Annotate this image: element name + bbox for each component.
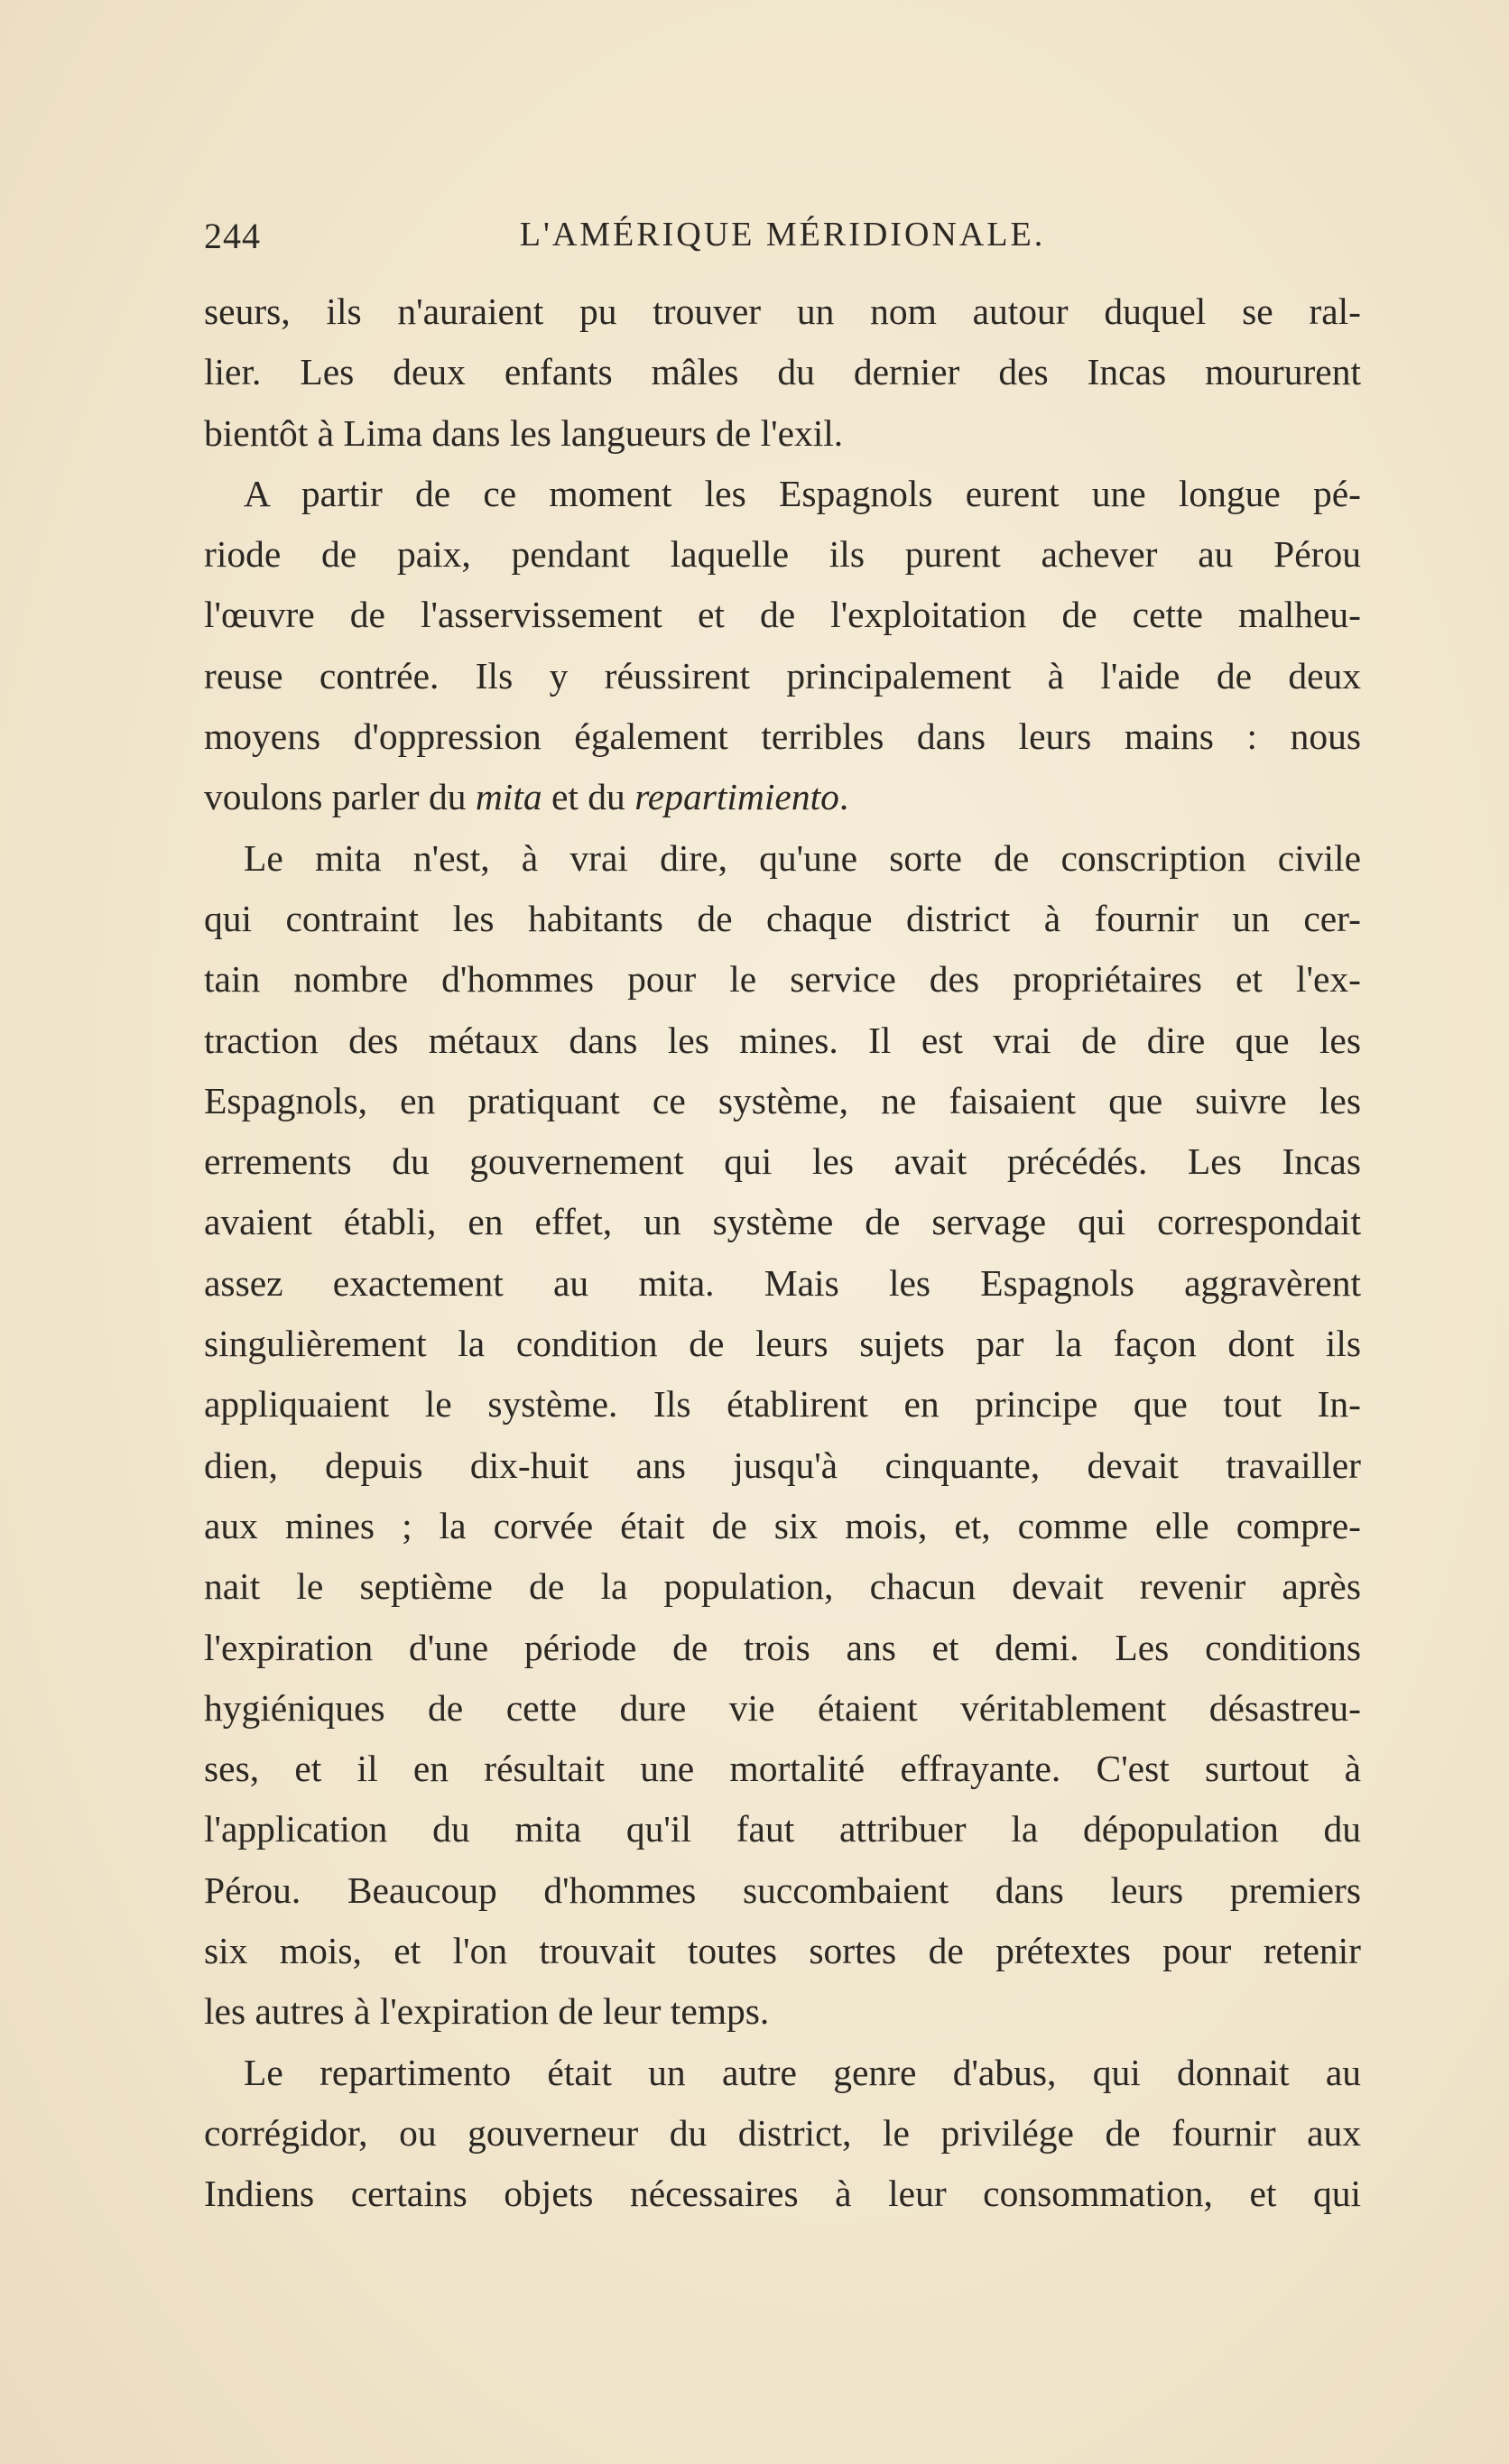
line-text: Le repartimento était un autre genre d'abus, qui donnait au [244, 2051, 1361, 2093]
text-line [204, 585, 1361, 645]
text-line [204, 1860, 1361, 1921]
line-text: l'application du mita qu'il faut attribuer la dépopulation du [204, 1808, 1361, 1850]
text-line [204, 889, 1361, 949]
line-text: assez exactement au mita. Mais les Espagnols aggravèrent [204, 1261, 1361, 1304]
text-line [204, 1435, 1361, 1496]
line-text: reuse contrée. Ils y réussirent principalement à l'aide de deux [204, 654, 1361, 697]
text-line [204, 949, 1361, 1010]
text-line [204, 2043, 1361, 2103]
line-text: moyens d'oppression également terribles dans leurs mains : nous [204, 715, 1361, 758]
text-line [204, 1496, 1361, 1556]
text-line [204, 828, 1361, 889]
line-text: hygiéniques de cette dure vie étaient véritablement désastreu- [204, 1686, 1361, 1729]
text-line [204, 1739, 1361, 1799]
text-line [204, 1799, 1361, 1860]
body-text [204, 281, 1361, 2225]
line-text: errements du gouvernement qui les avait précédés. Les Incas [204, 1140, 1361, 1183]
line-text: corrégidor, ou gouverneur du district, le privilége de fournir aux [204, 2111, 1361, 2154]
text-line [204, 646, 1361, 706]
line-text: traction des métaux dans les mines. Il est vrai de dire que les [204, 1019, 1361, 1061]
line-text: singulièrement la condition de leurs sujets par la façon dont ils [204, 1323, 1361, 1365]
text-line [204, 1556, 1361, 1617]
text-line [204, 403, 1361, 464]
text-line [204, 1253, 1361, 1314]
line-text: nait le septième de la population, chacun devait revenir après [204, 1565, 1361, 1608]
text-line [204, 706, 1361, 767]
page-number: 244 [204, 216, 261, 256]
line-text: six mois, et l'on trouvait toutes sortes de prétextes pour retenir [204, 1930, 1361, 1972]
line-text: bientôt à Lima dans les langueurs de l'exil. [204, 411, 844, 454]
text-line [204, 464, 1361, 524]
line-text: Espagnols, en pratiquant ce système, ne faisaient que suivre les [204, 1079, 1361, 1121]
running-title: L'AMÉRIQUE MÉRIDIONALE. [519, 216, 1046, 254]
running-head [204, 215, 1361, 269]
line-text: riode de paix, pendant laquelle ils purent achever au Pérou [204, 533, 1361, 576]
line-text: ses, et il en résultait une mortalité effrayante. C'est surtout à [204, 1748, 1361, 1790]
line-text: seurs, ils n'auraient pu trouver un nom autour duquel se ral- [204, 291, 1361, 332]
line-text: les autres à l'expiration de leur temps. [204, 1990, 770, 2033]
line-text: avaient établi, en effet, un système de servage qui correspondait [204, 1201, 1361, 1243]
text-line [204, 1921, 1361, 1981]
line-text: l'œuvre de l'asservissement et de l'exploitation de cette malheu- [204, 594, 1361, 636]
line-text: qui contraint les habitants de chaque district à fournir un cer- [204, 897, 1361, 939]
line-text: appliquaient le système. Ils établirent en principe que tout In- [204, 1383, 1361, 1426]
italic-term: repartimiento [634, 776, 839, 818]
text-line [204, 1192, 1361, 1252]
italic-term: mita [475, 776, 542, 818]
text-line [204, 767, 1361, 827]
text-line [204, 1011, 1361, 1071]
text-line [204, 1131, 1361, 1192]
text-line [204, 1071, 1361, 1131]
text-line [204, 1618, 1361, 1678]
line-text: voulons parler du [204, 776, 476, 818]
text-line [204, 2103, 1361, 2164]
line-text: lier. Les deux enfants mâles du dernier des Incas moururent [204, 351, 1361, 393]
line-text: . [838, 776, 849, 818]
line-text: A partir de ce moment les Espagnols eurent une longue pé- [244, 472, 1361, 514]
line-text: et du [542, 776, 635, 818]
text-line [204, 1374, 1361, 1435]
line-text: tain nombre d'hommes pour le service des propriétaires et l'ex- [204, 958, 1361, 1001]
text-line [204, 342, 1361, 402]
text-line [204, 1314, 1361, 1374]
line-text: Indiens certains objets nécessaires à leur consommation, et qui [204, 2173, 1361, 2215]
line-text: Le mita n'est, à vrai dire, qu'une sorte de conscription civile [244, 836, 1361, 879]
text-line [204, 281, 1361, 342]
line-text: aux mines ; la corvée était de six mois, et, comme elle compre- [204, 1504, 1361, 1546]
text-line [204, 1981, 1361, 2042]
text-line [204, 524, 1361, 585]
line-text: Pérou. Beaucoup d'hommes succombaient dans leurs premiers [204, 1869, 1361, 1911]
line-text: l'expiration d'une période de trois ans et demi. Les conditions [204, 1626, 1361, 1668]
text-line [204, 1678, 1361, 1739]
text-line [204, 2164, 1361, 2224]
line-text: dien, depuis dix-huit ans jusqu'à cinquante, devait travailler [204, 1444, 1361, 1486]
